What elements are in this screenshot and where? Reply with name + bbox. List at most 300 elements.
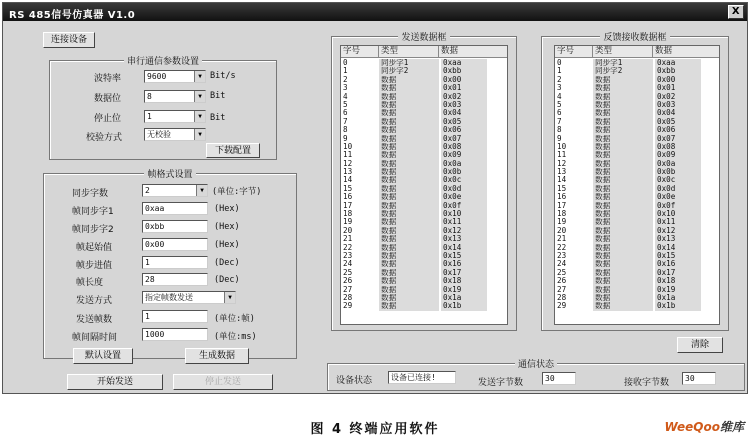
send-cell-index: 15 xyxy=(343,184,353,193)
send-cell-type: 同步字1 xyxy=(379,59,439,67)
send-cell-type: 数据 xyxy=(379,176,439,184)
send-cell-index: 5 xyxy=(343,100,348,109)
send-cell-data: 0x12 xyxy=(441,227,487,235)
recv-cell-type: 数据 xyxy=(593,84,653,92)
send-cell-type: 数据 xyxy=(379,244,439,252)
send-data-group xyxy=(331,33,517,331)
send-table-row[interactable] xyxy=(341,76,507,84)
send-cell-data: 0x07 xyxy=(441,135,487,143)
recv-cell-index: 29 xyxy=(557,302,567,311)
status-group xyxy=(327,360,745,391)
send-cell-type: 数据 xyxy=(379,126,439,134)
recv-cell-index: 10 xyxy=(557,142,567,151)
recv-cell-type: 数据 xyxy=(593,160,653,168)
send-cell-type: 数据 xyxy=(379,218,439,226)
step-value-unit: (Dec) xyxy=(214,258,240,268)
recv-table-row[interactable] xyxy=(555,143,719,151)
recv-cell-index: 24 xyxy=(557,260,567,269)
send-cell-type: 数据 xyxy=(379,160,439,168)
chevron-down-icon[interactable]: ▼ xyxy=(194,129,205,140)
send-cell-type: 数据 xyxy=(379,260,439,268)
recv-cell-index: 0 xyxy=(557,59,562,67)
send-table-row[interactable] xyxy=(341,185,507,193)
send-cell-index: 27 xyxy=(343,285,353,294)
recv-cell-index: 28 xyxy=(557,293,567,302)
send-cell-data: 0x05 xyxy=(441,118,487,126)
app-window xyxy=(2,2,748,394)
frame-group-title: 帧格式设置 xyxy=(144,170,195,180)
recv-cell-data: 0x0b xyxy=(655,168,701,176)
send-table-row[interactable] xyxy=(341,294,507,302)
serial-group-title: 串行通信参数设置 xyxy=(124,57,202,67)
recv-cell-type: 同步字2 xyxy=(593,67,653,75)
recv-cell-index: 14 xyxy=(557,176,567,185)
recv-table-row[interactable] xyxy=(555,302,719,310)
sync1-unit: (Hex) xyxy=(214,204,240,214)
send-cell-index: 16 xyxy=(343,193,353,202)
send-cell-data: 0x14 xyxy=(441,244,487,252)
send-cell-index: 2 xyxy=(343,75,348,84)
recv-data-group xyxy=(541,33,729,331)
send-cell-index: 1 xyxy=(343,67,348,76)
sync2-label: 帧同步字2 xyxy=(72,225,114,235)
send-cell-data: 0x0f xyxy=(441,202,487,210)
send-cell-data: 0x15 xyxy=(441,252,487,260)
recv-table-row[interactable] xyxy=(555,185,719,193)
send-table-row[interactable] xyxy=(341,218,507,226)
baud-select[interactable]: 9600 ▼ xyxy=(144,70,206,83)
chevron-down-icon[interactable]: ▼ xyxy=(224,292,235,303)
send-cell-data: 0x1a xyxy=(441,294,487,302)
recv-cell-type: 数据 xyxy=(593,151,653,159)
frame-length-label: 帧长度 xyxy=(76,278,104,288)
recv-table-row[interactable] xyxy=(555,84,719,92)
step-value-label: 帧步进值 xyxy=(76,261,113,271)
recv-cell-data: 0x15 xyxy=(655,252,701,260)
recv-cell-type: 数据 xyxy=(593,135,653,143)
recv-table-row[interactable] xyxy=(555,118,719,126)
send-table-row[interactable] xyxy=(341,244,507,252)
send-table-row[interactable] xyxy=(341,202,507,210)
recv-table-row[interactable] xyxy=(555,101,719,109)
start-value-unit: (Hex) xyxy=(214,240,240,250)
send-cell-data: 0x10 xyxy=(441,210,487,218)
recv-cell-type: 数据 xyxy=(593,252,653,260)
recv-cell-index: 23 xyxy=(557,251,567,260)
recv-cell-type: 数据 xyxy=(593,269,653,277)
recv-cell-index: 4 xyxy=(557,92,562,101)
recv-cell-data: 0x06 xyxy=(655,126,701,134)
chevron-down-icon[interactable]: ▼ xyxy=(194,91,205,102)
recv-table-row[interactable] xyxy=(555,277,719,285)
recv-table-row[interactable] xyxy=(555,244,719,252)
send-cell-index: 7 xyxy=(343,117,348,126)
sync-count-select[interactable]: 2 ▼ xyxy=(142,184,208,197)
send-cell-index: 21 xyxy=(343,235,353,244)
recv-cell-type: 数据 xyxy=(593,168,653,176)
recv-cell-type: 数据 xyxy=(593,286,653,294)
recv-cell-type: 同步字1 xyxy=(593,59,653,67)
send-cell-index: 14 xyxy=(343,176,353,185)
send-cell-type: 数据 xyxy=(379,302,439,310)
recv-cell-data: 0x02 xyxy=(655,93,701,101)
parity-label: 校验方式 xyxy=(86,133,123,143)
recv-cell-data: 0xbb xyxy=(655,67,701,75)
sync1-input[interactable]: 0xaa xyxy=(142,202,208,215)
recv-table-row[interactable] xyxy=(555,126,719,134)
recv-cell-index: 26 xyxy=(557,277,567,286)
send-cell-type: 数据 xyxy=(379,168,439,176)
recv-cell-data: 0x12 xyxy=(655,227,701,235)
send-cell-data: 0x06 xyxy=(441,126,487,134)
recv-table-title: 反馈接收数据框 xyxy=(600,33,669,43)
recv-cell-type: 数据 xyxy=(593,244,653,252)
recv-cell-index: 18 xyxy=(557,210,567,219)
recv-cell-data: 0xaa xyxy=(655,59,701,67)
recv-cell-index: 15 xyxy=(557,184,567,193)
send-cell-type: 数据 xyxy=(379,151,439,159)
recv-cell-data: 0x17 xyxy=(655,269,701,277)
send-cell-type: 数据 xyxy=(379,143,439,151)
recv-table-row[interactable] xyxy=(555,176,719,184)
frame-length-input[interactable]: 28 xyxy=(142,273,208,286)
recv-bytes-label: 接收字节数 xyxy=(624,378,670,388)
recv-table-row[interactable] xyxy=(555,260,719,268)
sync2-unit: (Hex) xyxy=(214,222,240,232)
send-cell-data: 0x0a xyxy=(441,160,487,168)
stopbits-label: 停止位 xyxy=(94,114,122,124)
recv-cell-data: 0x13 xyxy=(655,235,701,243)
recv-cell-data: 0x05 xyxy=(655,118,701,126)
send-cell-type: 数据 xyxy=(379,109,439,117)
recv-cell-index: 5 xyxy=(557,100,562,109)
send-cell-index: 9 xyxy=(343,134,348,143)
send-cell-type: 数据 xyxy=(379,210,439,218)
send-table-row[interactable] xyxy=(341,269,507,277)
recv-table-row[interactable] xyxy=(555,252,719,260)
parity-select[interactable]: 无校验 ▼ xyxy=(144,128,206,141)
send-table-row[interactable] xyxy=(341,160,507,168)
send-cell-index: 8 xyxy=(343,126,348,135)
send-cell-data: 0x0d xyxy=(441,185,487,193)
recv-cell-data: 0x0e xyxy=(655,193,701,201)
start-send-button[interactable]: 开始发送 xyxy=(67,374,163,390)
send-cell-index: 29 xyxy=(343,302,353,311)
send-table-row[interactable] xyxy=(341,84,507,92)
send-cell-type: 数据 xyxy=(379,84,439,92)
recv-cell-type: 数据 xyxy=(593,202,653,210)
send-table-row[interactable] xyxy=(341,235,507,243)
send-table-row[interactable] xyxy=(341,252,507,260)
recv-cell-index: 17 xyxy=(557,201,567,210)
send-cell-data: 0x08 xyxy=(441,143,487,151)
send-cell-index: 19 xyxy=(343,218,353,227)
recv-cell-type: 数据 xyxy=(593,93,653,101)
recv-cell-index: 7 xyxy=(557,117,562,126)
recv-cell-index: 20 xyxy=(557,226,567,235)
stopbits-select[interactable]: 1 ▼ xyxy=(144,110,206,123)
baud-unit: Bit/s xyxy=(210,71,236,81)
recv-table-row[interactable] xyxy=(555,210,719,218)
frame-settings-group xyxy=(43,170,297,359)
recv-table-row[interactable] xyxy=(555,286,719,294)
recv-cell-index: 1 xyxy=(557,67,562,76)
send-cell-data: 0x01 xyxy=(441,84,487,92)
recv-cell-data: 0x10 xyxy=(655,210,701,218)
recv-table-header xyxy=(555,46,719,58)
sent-bytes-value: 30 xyxy=(542,372,576,385)
send-table-row[interactable] xyxy=(341,168,507,176)
recv-cell-type: 数据 xyxy=(593,260,653,268)
chevron-down-icon[interactable]: ▼ xyxy=(194,111,205,122)
frame-length-unit: (Dec) xyxy=(214,275,240,285)
send-cell-index: 23 xyxy=(343,251,353,260)
send-table-row[interactable] xyxy=(341,193,507,201)
recv-cell-type: 数据 xyxy=(593,227,653,235)
send-cell-data: 0xbb xyxy=(441,67,487,75)
send-cell-data: 0x09 xyxy=(441,151,487,159)
send-cell-index: 10 xyxy=(343,142,353,151)
send-cell-index: 17 xyxy=(343,201,353,210)
send-table-row[interactable] xyxy=(341,67,507,75)
send-cell-type: 数据 xyxy=(379,118,439,126)
recv-cell-type: 数据 xyxy=(593,185,653,193)
recv-cell-index: 21 xyxy=(557,235,567,244)
recv-cell-data: 0x01 xyxy=(655,84,701,92)
recv-cell-type: 数据 xyxy=(593,218,653,226)
send-cell-index: 3 xyxy=(343,84,348,93)
send-table-row[interactable] xyxy=(341,151,507,159)
send-cell-index: 12 xyxy=(343,159,353,168)
send-cell-type: 数据 xyxy=(379,101,439,109)
recv-cell-index: 22 xyxy=(557,243,567,252)
recv-table-row[interactable] xyxy=(555,202,719,210)
default-settings-button[interactable]: 默认设置 xyxy=(73,348,133,364)
recv-cell-type: 数据 xyxy=(593,235,653,243)
recv-cell-index: 19 xyxy=(557,218,567,227)
interval-input[interactable]: 1000 xyxy=(142,328,208,341)
send-cell-data: 0x13 xyxy=(441,235,487,243)
send-cell-data: 0x11 xyxy=(441,218,487,226)
send-cell-data: 0x16 xyxy=(441,260,487,268)
send-cell-type: 数据 xyxy=(379,235,439,243)
recv-cell-index: 16 xyxy=(557,193,567,202)
sync-count-unit: (单位:字节) xyxy=(212,187,262,197)
recv-cell-type: 数据 xyxy=(593,118,653,126)
send-cell-index: 13 xyxy=(343,168,353,177)
chevron-down-icon[interactable]: ▼ xyxy=(196,185,207,196)
recv-bytes-value: 30 xyxy=(682,372,716,385)
close-button[interactable]: X xyxy=(728,5,744,19)
device-status-label: 设备状态 xyxy=(336,376,373,386)
send-table-row[interactable] xyxy=(341,286,507,294)
send-table-row[interactable] xyxy=(341,143,507,151)
send-cell-type: 数据 xyxy=(379,185,439,193)
sync2-input[interactable]: 0xbb xyxy=(142,220,208,233)
send-cell-type: 数据 xyxy=(379,286,439,294)
recv-table-row[interactable] xyxy=(555,151,719,159)
chevron-down-icon[interactable]: ▼ xyxy=(194,71,205,82)
status-title: 通信状态 xyxy=(515,360,557,370)
generate-data-button[interactable]: 生成数据 xyxy=(185,348,249,364)
send-cell-index: 6 xyxy=(343,109,348,118)
recv-cell-index: 12 xyxy=(557,159,567,168)
send-table-row[interactable] xyxy=(341,126,507,134)
recv-table-row[interactable] xyxy=(555,193,719,201)
recv-cell-data: 0x1a xyxy=(655,294,701,302)
send-col-type: 类型 xyxy=(379,46,439,58)
send-cell-data: 0x0c xyxy=(441,176,487,184)
recv-data-table[interactable] xyxy=(554,45,720,325)
recv-table-row[interactable] xyxy=(555,67,719,75)
recv-cell-type: 数据 xyxy=(593,210,653,218)
interval-label: 帧间隔时间 xyxy=(72,333,118,343)
clear-button[interactable]: 清除 xyxy=(677,337,723,353)
recv-table-row[interactable] xyxy=(555,160,719,168)
frame-count-unit: (单位:帧) xyxy=(214,314,255,324)
send-mode-label: 发送方式 xyxy=(76,296,113,306)
recv-table-row[interactable] xyxy=(555,59,719,67)
send-table-row[interactable] xyxy=(341,176,507,184)
recv-cell-data: 0x0a xyxy=(655,160,701,168)
watermark-brand: WeeQoo xyxy=(664,420,720,434)
send-cell-data: 0x0b xyxy=(441,168,487,176)
send-mode-select[interactable]: 指定帧数发送 ▼ xyxy=(142,291,236,304)
recv-table-row[interactable] xyxy=(555,235,719,243)
send-cell-index: 26 xyxy=(343,277,353,286)
databits-unit: Bit xyxy=(210,91,226,101)
send-cell-type: 数据 xyxy=(379,294,439,302)
recv-cell-type: 数据 xyxy=(593,176,653,184)
recv-cell-data: 0x18 xyxy=(655,277,701,285)
send-cell-data: 0xaa xyxy=(441,59,487,67)
device-status-value: 设备已连接! xyxy=(388,371,456,384)
recv-table-row[interactable] xyxy=(555,227,719,235)
send-cell-data: 0x00 xyxy=(441,76,487,84)
send-cell-index: 28 xyxy=(343,293,353,302)
recv-table-row[interactable] xyxy=(555,294,719,302)
watermark-logo xyxy=(665,418,744,435)
recv-cell-data: 0x0f xyxy=(655,202,701,210)
recv-cell-data: 0x08 xyxy=(655,143,701,151)
send-table-title: 发送数据框 xyxy=(398,33,449,43)
send-table-row[interactable] xyxy=(341,277,507,285)
stop-send-button[interactable]: 停止发送 xyxy=(173,374,273,390)
title-bar xyxy=(3,3,747,21)
recv-table-row[interactable] xyxy=(555,109,719,117)
recv-cell-type: 数据 xyxy=(593,126,653,134)
recv-cell-index: 3 xyxy=(557,84,562,93)
send-table-row[interactable] xyxy=(341,93,507,101)
start-value-label: 帧起始值 xyxy=(76,243,113,253)
send-cell-data: 0x1b xyxy=(441,302,487,310)
recv-cell-data: 0x09 xyxy=(655,151,701,159)
recv-cell-data: 0x04 xyxy=(655,109,701,117)
send-cell-data: 0x04 xyxy=(441,109,487,117)
send-cell-type: 数据 xyxy=(379,252,439,260)
send-table-row[interactable] xyxy=(341,101,507,109)
recv-cell-data: 0x16 xyxy=(655,260,701,268)
stopbits-unit: Bit xyxy=(210,113,226,123)
recv-cell-index: 25 xyxy=(557,268,567,277)
recv-cell-data: 0x07 xyxy=(655,135,701,143)
recv-table-row[interactable] xyxy=(555,76,719,84)
frame-count-label: 发送帧数 xyxy=(76,315,113,325)
send-cell-index: 20 xyxy=(343,226,353,235)
recv-table-row[interactable] xyxy=(555,218,719,226)
recv-cell-index: 6 xyxy=(557,109,562,118)
recv-cell-type: 数据 xyxy=(593,193,653,201)
send-cell-type: 数据 xyxy=(379,76,439,84)
baud-label: 波特率 xyxy=(94,74,122,84)
send-cell-data: 0x19 xyxy=(441,286,487,294)
recv-cell-data: 0x0d xyxy=(655,185,701,193)
start-value-input[interactable]: 0x00 xyxy=(142,238,208,251)
download-config-button[interactable]: 下载配置 xyxy=(206,143,260,158)
send-table-row[interactable] xyxy=(341,135,507,143)
databits-select[interactable]: 8 ▼ xyxy=(144,90,206,103)
send-cell-index: 4 xyxy=(343,92,348,101)
step-value-input[interactable]: 1 xyxy=(142,256,208,269)
recv-cell-type: 数据 xyxy=(593,294,653,302)
send-table-row[interactable] xyxy=(341,260,507,268)
recv-table-row[interactable] xyxy=(555,135,719,143)
send-table-body xyxy=(341,59,507,311)
send-table-row[interactable] xyxy=(341,302,507,310)
recv-cell-index: 8 xyxy=(557,126,562,135)
send-cell-index: 25 xyxy=(343,268,353,277)
send-cell-data: 0x03 xyxy=(441,101,487,109)
send-cell-type: 数据 xyxy=(379,269,439,277)
send-cell-index: 0 xyxy=(343,59,348,67)
send-table-row[interactable] xyxy=(341,227,507,235)
send-cell-type: 数据 xyxy=(379,227,439,235)
watermark-suffix: 维库 xyxy=(719,420,744,434)
recv-table-row[interactable] xyxy=(555,168,719,176)
connect-device-button[interactable]: 连接设备 xyxy=(43,32,95,48)
send-cell-index: 11 xyxy=(343,151,353,160)
send-table-header xyxy=(341,46,507,58)
send-cell-type: 数据 xyxy=(379,202,439,210)
send-cell-type: 数据 xyxy=(379,93,439,101)
send-table-row[interactable] xyxy=(341,109,507,117)
figure-caption: 图 4 终端应用软件 xyxy=(310,422,440,437)
recv-cell-data: 0x11 xyxy=(655,218,701,226)
send-col-index: 字号 xyxy=(341,46,379,58)
recv-cell-type: 数据 xyxy=(593,101,653,109)
recv-cell-index: 2 xyxy=(557,75,562,84)
recv-cell-index: 27 xyxy=(557,285,567,294)
send-cell-data: 0x0e xyxy=(441,193,487,201)
send-data-table[interactable] xyxy=(340,45,508,325)
send-table-row[interactable] xyxy=(341,210,507,218)
recv-cell-type: 数据 xyxy=(593,76,653,84)
recv-cell-index: 11 xyxy=(557,151,567,160)
window-title: RS 485信号仿真器 V1.0 xyxy=(9,10,136,21)
frame-count-input[interactable]: 1 xyxy=(142,310,208,323)
sync-count-label: 同步字数 xyxy=(72,189,109,199)
recv-table-row[interactable] xyxy=(555,269,719,277)
send-table-row[interactable] xyxy=(341,118,507,126)
send-cell-data: 0x02 xyxy=(441,93,487,101)
send-table-row[interactable] xyxy=(341,59,507,67)
recv-cell-data: 0x00 xyxy=(655,76,701,84)
send-col-data: 数据 xyxy=(441,46,459,56)
recv-cell-data: 0x19 xyxy=(655,286,701,294)
recv-table-body xyxy=(555,59,719,311)
databits-label: 数据位 xyxy=(94,94,122,104)
recv-table-row[interactable] xyxy=(555,93,719,101)
